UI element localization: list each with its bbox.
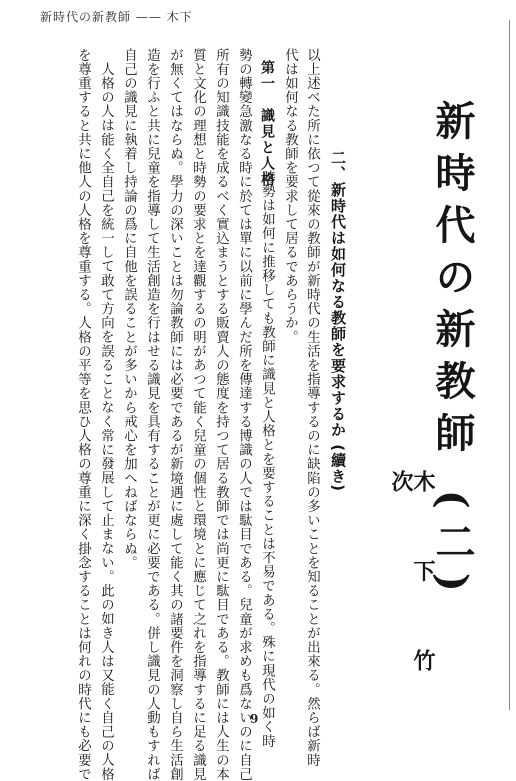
section-heading: 二、新時代は如何なる教師を要求するか (續き) bbox=[329, 150, 347, 492]
article-title: 新時代の新教師 (二) bbox=[429, 100, 476, 604]
body-line: 勢の轉變急激なる時に於ては單に以前に學んだ所を傳達する博識の人では駄目である。兒童が求めも爲ないのに自己 bbox=[236, 48, 252, 781]
body-line: 人格の人は能く全自己を統一して敢て方向を誤ることなく常に發展して止まない。此の如き人は又能く自己の人格 bbox=[98, 62, 114, 781]
body-line: 造を行ふと共に兒童を指導して生活創造を行はせる識見を具有することが更に必要である。併し識見の人動もすれば bbox=[144, 48, 160, 781]
body-line: が無くてはならぬ。學力の深いことは勿論教師には必要であるが新境遇に處して能く其の諸要件を洞察し自ら生活創 bbox=[167, 48, 183, 781]
body-line: 以上述べた所に依つて從來の教師が新時代の生活を指導するのに缺陷の多いことを知ることが出來る。然らば新時 bbox=[304, 48, 320, 768]
body-line: 自己の識見に執着し持論の爲に自他を誤ることが多いから戒心を加へねばならぬ。 bbox=[121, 48, 137, 570]
page-number: 9 bbox=[250, 712, 259, 726]
body-line: 代は如何なる教師を要求して居るであらうか。 bbox=[282, 48, 298, 345]
body-line: 質と文化の理想と時勢の要求とを達觀するの明があつて能く兒童の個性と環境とに應じて之れを指導するに足る識見 bbox=[190, 48, 206, 781]
subsection-heading: 第一 識見と人格 bbox=[259, 60, 275, 188]
right-edge-rule bbox=[509, 20, 510, 710]
author-name: 木 下 竹 次 bbox=[388, 470, 436, 702]
body-line: 時勢は如何に推移しても教師に識見と人格とを要することは不易である。殊に現代の如く時 bbox=[259, 170, 275, 749]
running-head: 新時代の新教師 —— 木下 bbox=[40, 10, 193, 24]
body-line: を尊重すると共に他人の人格を尊重する。人格の平等を思ひ人格の尊重に深く掛念することは何れの時代にも必要で bbox=[75, 48, 91, 781]
body-line: 所有の知識技能を成るべく實込まうとする販賣人の態度を持つて居る教師では尚更に駄目である。教師には人生の本 bbox=[213, 48, 229, 781]
